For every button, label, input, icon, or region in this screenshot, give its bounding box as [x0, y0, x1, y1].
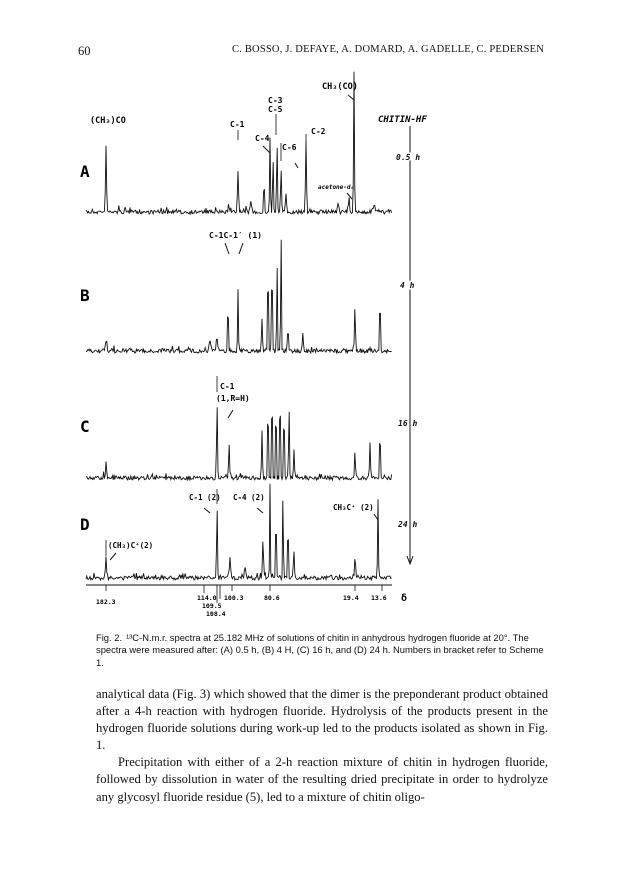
tick-109-5: 109.5 [202, 602, 222, 610]
tick-13-6: 13.6 [371, 594, 387, 602]
label-c2: C-2 [311, 127, 326, 136]
label-c1-2: C-1 (2) [189, 493, 221, 502]
pointer-c4 [263, 146, 270, 153]
time-label-c: 16 h [398, 419, 418, 428]
spectrum-letter-c: C [80, 417, 90, 436]
label-c1: C-1 [230, 120, 245, 129]
running-head: C. BOSSO, J. DEFAYE, A. DOMARD, A. GADELLE, C. PEDERSEN [232, 44, 545, 55]
time-arrow-head [407, 556, 413, 564]
figure-caption [96, 632, 544, 669]
label-ch3-co-left: (CH₃)CO [90, 116, 126, 126]
spectrum-letter-b: B [80, 286, 90, 305]
spectrum-trace-a [86, 72, 392, 214]
time-label-a: 0.5 h [396, 153, 421, 162]
paragraph-1: analytical data (Fig. 3) which showed that the dimer is the preponderant product obtained after a 4-h reaction with hydrogen fluoride. Hydrolysis of the products present in the hydrogen fluoride solutions during work-up led to the products isolated as shown in Fig. 1. [96, 687, 548, 753]
figure-label: Fig. 2. [96, 632, 123, 643]
paragraph-2: Precipitation with either of a 2-h reaction mixture of chitin in hydrogen fluoride, followed by dissolution in water of the resulting dried precipitate in order to hydrolyze any glycosyl fluoride residue (5), led to a mixture of chitin oligo- [96, 755, 548, 804]
pointer-c1-c [228, 410, 233, 418]
spectrum-trace-d [86, 484, 392, 580]
label-c6: C-6 [282, 143, 297, 152]
page-number: 60 [78, 44, 91, 58]
pointer-ch3co-right [348, 95, 354, 100]
tick-108-4: 108.4 [206, 610, 226, 618]
label-ch3c-plus: CH₃C⁺ (2) [333, 503, 374, 512]
axis-ticks [106, 585, 382, 603]
label-c4: C-4 [255, 134, 270, 143]
label-c5: C-5 [268, 105, 283, 114]
body-text [96, 686, 548, 806]
spectrum-letter-d: D [80, 515, 90, 534]
pointer-c1-b-right [239, 243, 243, 254]
label-c1-c1prime: C-1C-1′ (1) [209, 231, 262, 240]
label-ch3-co-right: CH₃(CO) [322, 82, 358, 92]
pointer-ch3c-plus [374, 514, 378, 520]
label-c1-c: C-1 [220, 382, 235, 391]
pointer-c1-2 [204, 508, 210, 513]
pointer-c6 [295, 163, 298, 168]
label-acetone-d6: acetone-d₆ [318, 184, 355, 191]
tick-19-4: 19.4 [343, 594, 359, 602]
time-label-b: 4 h [400, 281, 415, 290]
pointer-acetone [347, 193, 352, 199]
axis-delta-symbol: δ [401, 593, 408, 604]
spectrum-letter-a: A [80, 162, 90, 181]
label-ch3-3c-plus: (CH₃)C⁺(2) [108, 541, 154, 550]
caption-text: ¹³C-N.m.r. spectra at 25.182 MHz of solutions of chitin in anhydrous hydrogen fluoride at 20°. The spectra were measured after: (A) 0.5 h, (B) 4 H, (C) 16 h, and (D) 24 h. Numbers in bracket refer to Scheme 1. [96, 632, 544, 668]
pointer-c1-b-left [225, 243, 229, 254]
pointer-c4-2 [257, 508, 263, 513]
pointer-ch3-3c-plus [110, 553, 116, 560]
label-c3: C-3 [268, 96, 283, 105]
time-label-d: 24 h [398, 520, 418, 529]
tick-80-6: 80.6 [264, 594, 280, 602]
spectrum-trace-c [86, 407, 392, 480]
tick-114-0: 114.0 [197, 594, 217, 602]
tick-100-3: 100.3 [224, 594, 244, 602]
spectrum-trace-b [86, 240, 392, 353]
tick-182-3: 182.3 [96, 598, 116, 606]
label-r-eq-h: (1,R=H) [216, 394, 250, 403]
label-c4-2: C-4 (2) [233, 493, 265, 502]
chitin-hf-label: CHITIN-HF [378, 115, 427, 125]
